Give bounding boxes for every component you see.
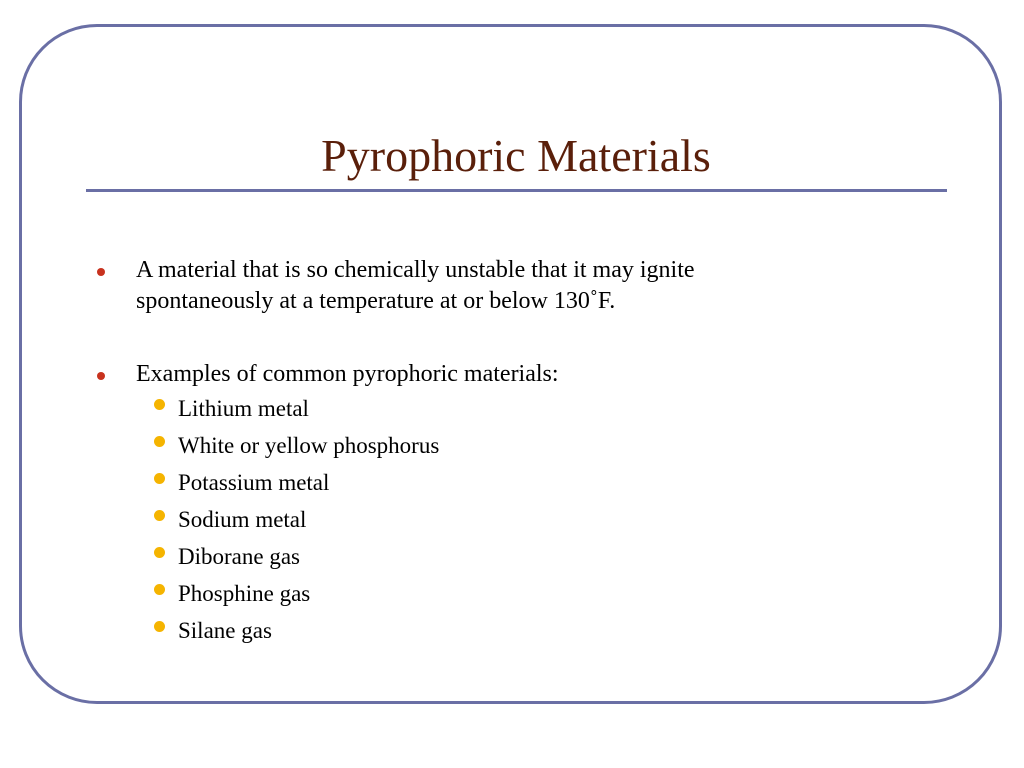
slide-body bbox=[96, 255, 916, 649]
list-item-text: Silane gas bbox=[178, 618, 272, 643]
sub-bullet-dot-icon bbox=[154, 621, 165, 632]
list-item bbox=[96, 612, 916, 649]
sub-bullet-dot-icon bbox=[154, 510, 165, 521]
examples-sublist bbox=[96, 390, 916, 649]
list-item bbox=[96, 390, 916, 427]
list-item-text: Diborane gas bbox=[178, 544, 300, 569]
list-item bbox=[96, 501, 916, 538]
list-item-text: Phosphine gas bbox=[178, 581, 311, 606]
list-item bbox=[96, 575, 916, 612]
sub-bullet-dot-icon bbox=[154, 436, 165, 447]
bullet-definition-line-1: A material that is so chemically unstable that it may ignite bbox=[136, 257, 695, 283]
list-item-text: Potassium metal bbox=[178, 470, 330, 495]
list-item bbox=[96, 538, 916, 575]
sub-bullet-dot-icon bbox=[154, 399, 165, 410]
slide-title: Pyrophoric Materials bbox=[321, 130, 711, 181]
sub-bullet-dot-icon bbox=[154, 547, 165, 558]
bullet-examples bbox=[96, 359, 916, 390]
bullet-dot-icon bbox=[97, 268, 105, 276]
list-item bbox=[96, 464, 916, 501]
sub-bullet-dot-icon bbox=[154, 473, 165, 484]
list-item-text: Lithium metal bbox=[178, 396, 309, 421]
bullet-dot-icon bbox=[97, 372, 105, 380]
title-underline bbox=[86, 189, 947, 192]
bullet-examples-text: Examples of common pyrophoric materials: bbox=[136, 361, 559, 387]
bullet-definition-line-2: spontaneously at a temperature at or below 130˚F. bbox=[136, 288, 616, 314]
list-item-text: White or yellow phosphorus bbox=[178, 433, 440, 458]
sub-bullet-dot-icon bbox=[154, 584, 165, 595]
bullet-definition bbox=[96, 255, 916, 317]
list-item bbox=[96, 427, 916, 464]
list-item-text: Sodium metal bbox=[178, 507, 307, 532]
